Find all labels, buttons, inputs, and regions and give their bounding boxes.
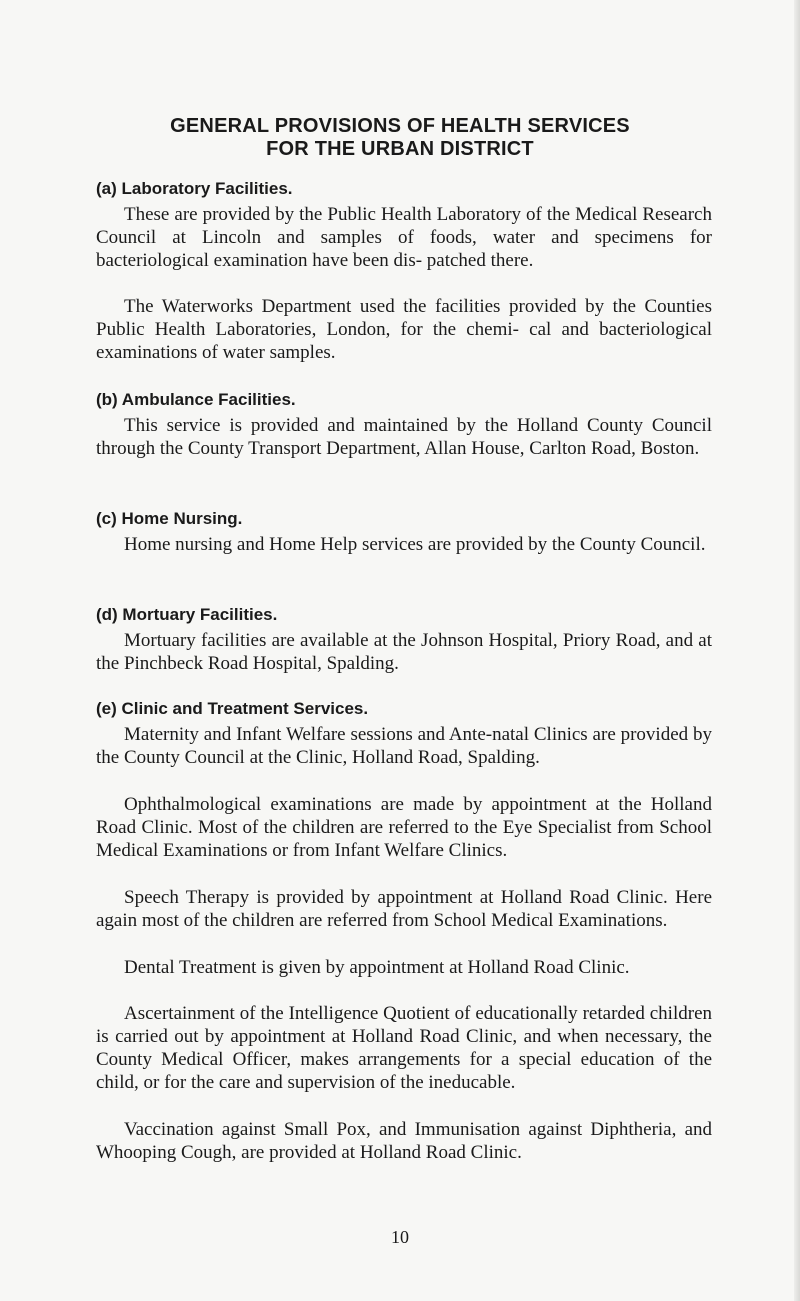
- section-heading-home-nursing: (c) Home Nursing.: [96, 509, 243, 528]
- page-title-line-2: FOR THE URBAN DISTRICT: [266, 138, 534, 160]
- paragraph-laboratory-1: These are provided by the Public Health Laboratory of the Medical Research Council at Lincoln and samples of foods, water and specimens for bacteriological examination have been dis- patched there.: [96, 204, 712, 271]
- paragraph-clinic-2: Ophthalmological examinations are made by appointment at the Holland Road Clinic. Most of the children are referred to the Eye Specialist from School Medical Examinations or from Infant Welfare Clinics.: [96, 794, 712, 861]
- section-heading-clinic: (e) Clinic and Treatment Services.: [96, 699, 369, 718]
- page-edge-shadow: [794, 0, 800, 1301]
- section-heading-mortuary: (d) Mortuary Facilities.: [96, 605, 278, 624]
- paragraph-mortuary-1: Mortuary facilities are available at the Johnson Hospital, Priory Road, and at the Pinchbeck Road Hospital, Spalding.: [96, 630, 712, 674]
- paragraph-ambulance-1: This service is provided and maintained by the Holland County Council through the County Transport Department, Allan House, Carlton Road, Boston.: [96, 415, 712, 459]
- paragraph-laboratory-2: The Waterworks Department used the facilities provided by the Counties Public Health Laboratories, London, for the chemi- cal and bacteriological examinations of water samples.: [96, 296, 712, 363]
- paragraph-clinic-3: Speech Therapy is provided by appointment at Holland Road Clinic. Here again most of the children are referred from School Medical Examinations.: [96, 887, 712, 931]
- paragraph-clinic-1: Maternity and Infant Welfare sessions and Ante-natal Clinics are provided by the County Council at the Clinic, Holland Road, Spalding.: [96, 724, 712, 768]
- paragraph-clinic-6: Vaccination against Small Pox, and Immunisation against Diphtheria, and Whooping Cough, are provided at Holland Road Clinic.: [96, 1119, 712, 1163]
- page-title-line-1: GENERAL PROVISIONS OF HEALTH SERVICES: [170, 115, 630, 137]
- page-number: 10: [391, 1227, 409, 1247]
- paragraph-clinic-4: Dental Treatment is given by appointment at Holland Road Clinic.: [124, 957, 630, 978]
- paragraph-clinic-5: Ascertainment of the Intelligence Quotient of educationally retarded children is carried out by appointment at Holland Road Clinic, and when necessary, the County Medical Officer, makes arrangements for a special education of the child, or for the care and supervision of the ineducable.: [96, 1003, 712, 1093]
- paragraph-home-nursing-1: Home nursing and Home Help services are provided by the County Council.: [124, 534, 706, 555]
- section-heading-laboratory: (a) Laboratory Facilities.: [96, 179, 293, 198]
- section-heading-ambulance: (b) Ambulance Facilities.: [96, 390, 296, 409]
